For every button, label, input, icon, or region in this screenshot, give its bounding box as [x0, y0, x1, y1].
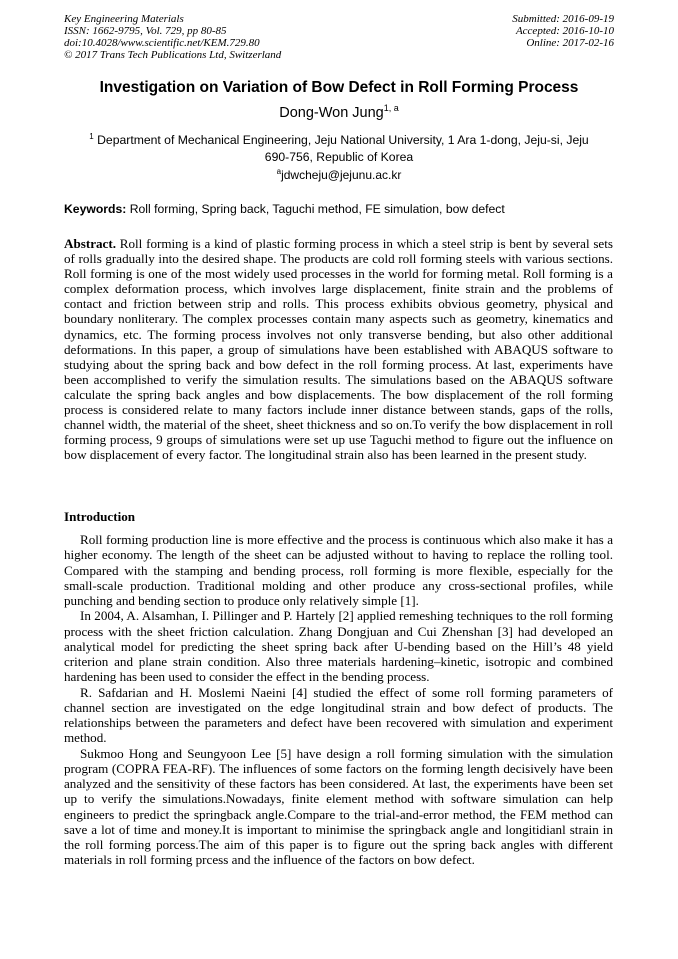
introduction-body	[64, 532, 613, 868]
email	[64, 167, 614, 182]
paragraph: In 2004, A. Alsamhan, I. Pillinger and P. Hartely [2] applied remeshing techniques to the roll forming process with the sheet friction calculation. Zhang Dongjuan and Cui Zhenshan [3] had developed an analytical model for predicting the sheet spring back after U-bending based on the Hill’s 48 yield criterion and plane strain condition. Also three materials hardening–kinetic, isotropic and combined hardening has been used to consider the effect in the bending process.	[64, 608, 613, 685]
email-address[interactable]: jdwcheju@jejunu.ac.kr	[281, 168, 402, 182]
email-mark: a	[276, 167, 282, 176]
abstract-text: Roll forming is a kind of plastic forming process in which a steel strip is bent by several sets of rolls gradually into the desired shape. The products are cold roll forming steels with various sections. Roll forming is one of the most widely used processes in the world for forming metal. Roll forming is a complex deformation process, which involves large displacement, finite strain and the problems of contact and friction between strip and rolls. This process exhibits obvious geometry, physical and boundary nonliterary. The complex processes contain many aspects such as geometry, kinematics and dynamics, etc. The forming process involves not only transverse bending, but also other additional deformations. In this paper, a group of simulations have been established with ABAQUS software to studying about the spring back and bow defect in the roll forming process. At last, experiments have been accomplished to verify the simulation results. The simulations based on the ABAQUS software calculate the spring back angles and bow displacements. The bow displacement of the roll forming process is considered relate to many factors include inner distance between stands, gaps of the rolls, channel width, the material of the sheet, sheet thickness and so on.To verify the bow displacement in roll forming process, 9 groups of simulations were set up use Taguchi method to figure out the influence on bow displacement of every factor. The longitudinal strain also has been learned in the present study.	[64, 236, 613, 463]
keywords-label: Keywords:	[64, 202, 127, 216]
journal-info	[64, 13, 281, 61]
accepted-date: Accepted: 2016-10-10	[515, 25, 614, 37]
author-affiliation-mark: 1, a	[383, 103, 399, 113]
submission-dates	[512, 13, 614, 49]
issn-volume: ISSN: 1662-9795, Vol. 729, pp 80-85	[64, 25, 227, 37]
paragraph: Roll forming production line is more effective and the process is continuous which also make it has a higher economy. The length of the sheet can be adjusted without to having to replace the rolling tool. Compared with the stamping and bending process, roll forming is more flexible, especially for the small-scale production. Traditional molding and other produce any cross-sectional profiles, while punching and bending section to produce only relatively simple [1].	[64, 532, 613, 608]
abstract	[64, 236, 613, 462]
paragraph: R. Safdarian and H. Moslemi Naeini [4] studied the effect of some roll forming parameters of channel section are investigated on the edge longitudinal strain and bow defect of products. The relationships between the parameters and defect have been recovered with simulation and experiment method.	[64, 684, 613, 746]
keywords-text: Roll forming, Spring back, Taguchi method, FE simulation, bow defect	[129, 202, 505, 216]
affiliation-line-1: Department of Mechanical Engineering, Jeju National University, 1 Ara 1-dong, Jeju-si, Jeju	[97, 133, 589, 148]
affiliation-line-2: 690-756, Republic of Korea	[264, 150, 414, 165]
online-date: Online: 2017-02-16	[526, 37, 614, 49]
doi: doi:10.4028/www.scientific.net/KEM.729.80	[64, 37, 260, 49]
introduction-heading: Introduction	[64, 509, 136, 524]
submitted-date: Submitted: 2016-09-19	[512, 13, 614, 25]
copyright: © 2017 Trans Tech Publications Ltd, Switzerland	[64, 49, 282, 61]
journal-name: Key Engineering Materials	[64, 13, 184, 25]
paragraph: Sukmoo Hong and Seungyoon Lee [5] have design a roll forming simulation with the simulation program (COPRA FEA-RF). The influences of some factors on the forming length decisively have been analyzed and the sensitivity of these factors has been considered. At last, the experiments have been set up to verify the simulations.Nowadays, finite element method with software simulation can help engineers to predict the springback angle.Compare to the trial-and-error method, the FEM method can save a lot of time and money.It is important to minimise the springback angle and longitidianl strain in the roll forming porcess.The aim of this paper is to figure out the spring back angles with different materials in roll forming prcess and the influence of the factors on bow defect.	[64, 745, 613, 868]
affiliation-mark: 1	[89, 132, 94, 141]
author	[64, 103, 614, 121]
paper-title: Investigation on Variation of Bow Defect in Roll Forming Process	[99, 79, 579, 96]
keywords	[64, 202, 505, 216]
author-name: Dong-Won Jung	[279, 104, 384, 121]
affiliation	[64, 128, 614, 166]
abstract-label: Abstract.	[64, 236, 116, 251]
